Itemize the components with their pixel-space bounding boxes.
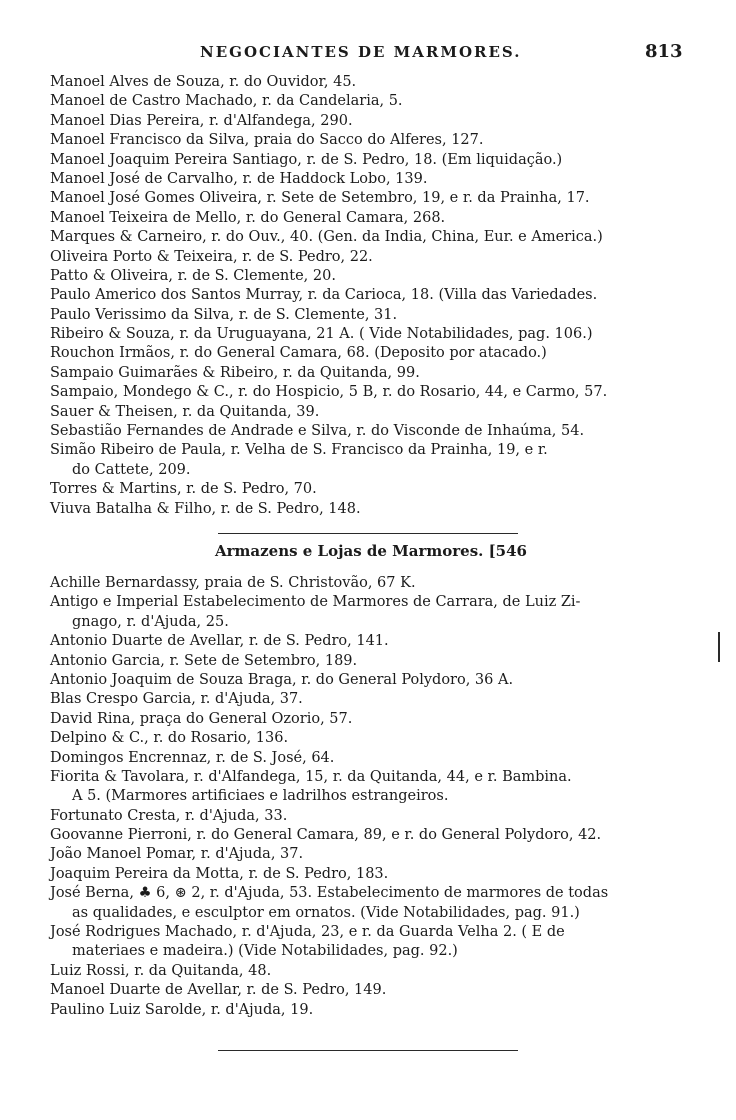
list-item: Domingos Encrennaz, r. de S. José, 64. xyxy=(50,749,335,766)
list-item: Manoel de Castro Machado, r. da Candelaria, 5. xyxy=(50,93,403,110)
list-item: Manoel Dias Pereira, r. d'Alfandega, 290. xyxy=(50,112,353,129)
list-item: Delpino & C., r. do Rosario, 136. xyxy=(50,730,289,747)
list-item: Sauer & Theisen, r. da Quitanda, 39. xyxy=(50,403,320,420)
list-item: Manoel Alves de Souza, r. do Ouvidor, 45. xyxy=(50,74,357,90)
section-divider xyxy=(218,1050,518,1051)
list-item: Sampaio Guimarães & Ribeiro, r. da Quitanda, 99. xyxy=(50,364,420,381)
list-item: Blas Crespo Garcia, r. d'Ajuda, 37. xyxy=(50,691,303,708)
list-item: Marques & Carneiro, r. do Ouv., 40. (Gen. da India, China, Eur. e America.) xyxy=(50,229,603,246)
list-item: Oliveira Porto & Teixeira, r. de S. Pedro, 22. xyxy=(50,248,373,265)
list-item: Antonio Garcia, r. Sete de Setembro, 189. xyxy=(50,652,358,669)
list-item: Manoel Joaquim Pereira Santiago, r. de S. Pedro, 18. (Em liquidação.) xyxy=(50,151,563,168)
list-item: Torres & Martins, r. de S. Pedro, 70. xyxy=(50,481,317,498)
list-item: Manoel Duarte de Avellar, r. de S. Pedro, 149. xyxy=(50,982,387,999)
list-item: José Rodrigues Machado, r. d'Ajuda, 23, e r. da Guarda Velha 2. ( E de xyxy=(50,924,565,941)
list-item: José Berna, ♣ 6, ⊛ 2, r. d'Ajuda, 53. Estabelecimento de marmores de todas xyxy=(50,885,609,902)
list-item: Manoel Teixeira de Mello, r. do General Camara, 268. xyxy=(50,209,446,226)
list-item: Paulo Verissimo da Silva, r. de S. Clemente, 31. xyxy=(50,306,398,323)
list-item: Sebastião Fernandes de Andrade e Silva, r. do Visconde de Inhaúma, 54. xyxy=(50,423,585,440)
shops-list xyxy=(50,574,690,1020)
margin-mark xyxy=(718,632,720,662)
list-item: Viuva Batalha & Filho, r. de S. Pedro, 148. xyxy=(50,500,361,517)
running-title: NEGOCIANTES DE MARMORES. xyxy=(200,43,522,61)
section-heading: Armazens e Lojas de Marmores. [546 xyxy=(215,542,527,560)
page-number: 813 xyxy=(645,41,683,62)
list-item: Paulo Americo dos Santos Murray, r. da Carioca, 18. (Villa das Variedades. xyxy=(50,287,598,304)
list-item: Manoel José de Carvalho, r. de Haddock Lobo, 139. xyxy=(50,170,428,187)
list-item-continuation: A 5. (Marmores artificiaes e ladrilhos estrangeiros. xyxy=(72,788,449,805)
list-item: Fortunato Cresta, r. d'Ajuda, 33. xyxy=(50,807,288,824)
list-item: Fiorita & Tavolara, r. d'Alfandega, 15, r. da Quitanda, 44, e r. Bambina. xyxy=(50,768,572,785)
list-item: Antonio Joaquim de Souza Braga, r. do General Polydoro, 36 A. xyxy=(50,671,514,688)
merchants-list xyxy=(50,73,690,519)
list-item: Goovanne Pierroni, r. do General Camara, 89, e r. do General Polydoro, 42. xyxy=(50,827,602,844)
list-item-continuation: materiaes e madeira.) (Vide Notabilidades, pag. 92.) xyxy=(72,943,458,960)
list-item: Simão Ribeiro de Paula, r. Velha de S. Francisco da Prainha, 19, e r. xyxy=(50,442,548,459)
list-item: Manoel Francisco da Silva, praia do Sacco do Alferes, 127. xyxy=(50,132,484,149)
list-item: Luiz Rossi, r. da Quitanda, 48. xyxy=(50,962,272,979)
list-item-continuation: as qualidades, e esculptor em ornatos. (Vide Notabilidades, pag. 91.) xyxy=(72,904,580,921)
list-item: Rouchon Irmãos, r. do General Camara, 68. (Deposito por atacado.) xyxy=(50,345,547,362)
list-item: Ribeiro & Souza, r. da Uruguayana, 21 A. ( Vide Notabilidades, pag. 106.) xyxy=(50,326,593,343)
list-item: Manoel José Gomes Oliveira, r. Sete de Setembro, 19, e r. da Prainha, 17. xyxy=(50,190,590,207)
list-item: Achille Bernardassy, praia de S. Christovão, 67 K. xyxy=(50,575,416,591)
list-item-continuation: gnago, r. d'Ajuda, 25. xyxy=(72,613,229,630)
list-item: Paulino Luiz Sarolde, r. d'Ajuda, 19. xyxy=(50,1001,314,1018)
list-item: Sampaio, Mondego & C., r. do Hospicio, 5 B, r. do Rosario, 44, e Carmo, 57. xyxy=(50,384,608,401)
list-item: David Rina, praça do General Ozorio, 57. xyxy=(50,710,353,727)
list-item: Antigo e Imperial Estabelecimento de Marmores de Carrara, de Luiz Zi- xyxy=(50,594,581,611)
list-item: Joaquim Pereira da Motta, r. de S. Pedro, 183. xyxy=(50,865,389,882)
section-divider xyxy=(218,533,518,534)
list-item: Patto & Oliveira, r. de S. Clemente, 20. xyxy=(50,267,336,284)
list-item: João Manoel Pomar, r. d'Ajuda, 37. xyxy=(50,846,304,863)
list-item: Antonio Duarte de Avellar, r. de S. Pedro, 141. xyxy=(50,633,389,650)
list-item-continuation: do Cattete, 209. xyxy=(72,461,191,478)
